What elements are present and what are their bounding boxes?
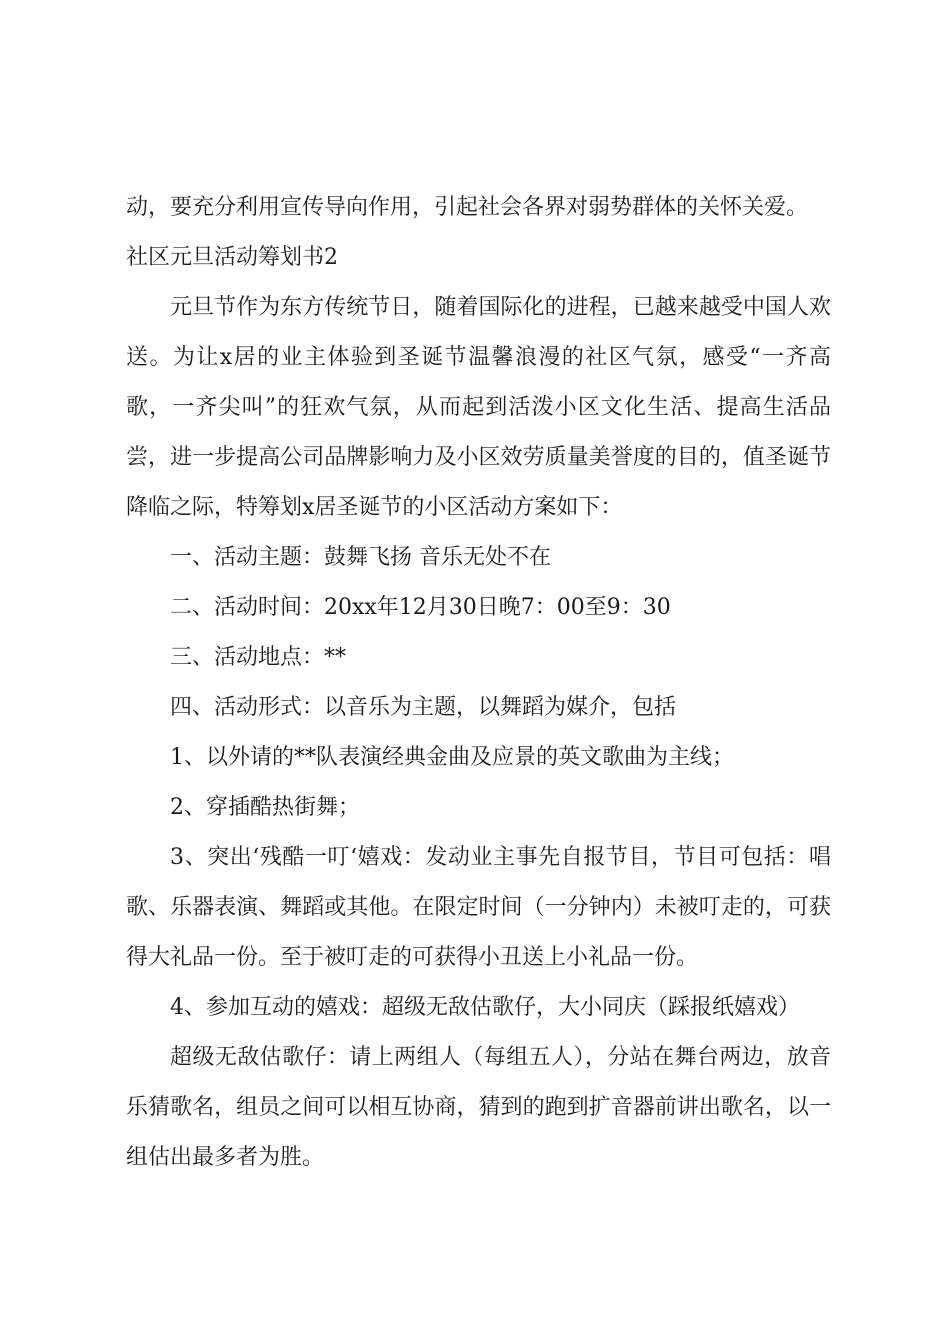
- section-title: 社区元旦活动筹划书2: [126, 245, 338, 270]
- item-format: 四、活动形式：以音乐为主题，以舞蹈为媒介，包括: [170, 695, 677, 720]
- paragraph-continuation: 动，要充分利用宣传导向作用，引起社会各界对弱势群体的关怀关爱。: [126, 195, 809, 220]
- list-item-1: 1、以外请的**队表演经典金曲及应景的英文歌曲为主线；: [170, 745, 734, 770]
- list-item-3: 3、突出‘残酷一叮‘嬉戏：发动业主事先自报节目，节目可包括：唱歌、乐器表演、舞蹈或其他。在限定时间（一分钟内）未被叮走的，可获得大礼品一份。至于被叮走的可获得小丑送上小礼品一份。: [126, 845, 831, 970]
- document-body: [126, 183, 831, 1183]
- item-location: 三、活动地点：**: [170, 645, 347, 670]
- intro-paragraph: 元旦节作为东方传统节日，随着国际化的进程，已越来越受中国人欢送。为让x居的业主体验到圣诞节温馨浪漫的社区气氛，感受“一齐高歌，一齐尖叫”的狂欢气氛，从而起到活泼小区文化生活、提高生活品尝，进一步提高公司品牌影响力及小区效劳质量美誉度的目的，值圣诞节降临之际，特筹划x居圣诞节的小区活动方案如下：: [126, 295, 831, 520]
- item-theme: 一、活动主题：鼓舞飞扬 音乐无处不在: [170, 545, 551, 570]
- list-item-2: 2、穿插酷热街舞；: [170, 795, 360, 820]
- game-description: 超级无敌估歌仔：请上两组人（每组五人），分站在舞台两边，放音乐猜歌名，组员之间可以相互协商，猜到的跑到扩音器前讲出歌名，以一组估出最多者为胜。: [126, 1045, 831, 1170]
- item-time: 二、活动时间：20xx年12月30日晚7：00至9：30: [170, 595, 671, 620]
- list-item-4: 4、参加互动的嬉戏：超级无敌估歌仔，大小同庆（踩报纸嬉戏）: [170, 995, 800, 1020]
